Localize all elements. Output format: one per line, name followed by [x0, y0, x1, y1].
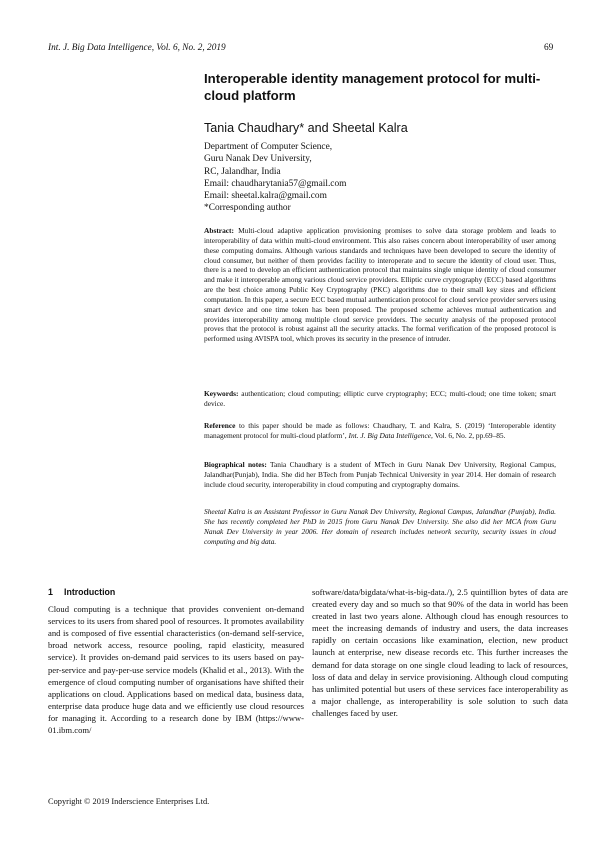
section-number: 1 [48, 587, 53, 597]
reference-volume: Vol. 6, No. 2, pp.69–85. [434, 430, 506, 440]
email-line: Email: sheetal.kalra@gmail.com [204, 191, 327, 202]
page-number: 69 [544, 43, 554, 53]
article-authors: Tania Chaudhary* and Sheetal Kalra [204, 121, 408, 135]
abstract-text: Multi-cloud adaptive application provisioning promises to solve data storage problem and leads to interoperability of data within multi-cloud environment. This also raises concern about interoperability of user among these computing domains. Although various standards and techniques have been developed to secure the identity of cloud consumer, but neither of them provides facility to interoperate and to secure the identity of cloud user. Thus, there is a need to develop an efficient authentication protocol that maintains single unique identity of cloud consumer and make it interoperable among various cloud service providers. Elliptic curve cryptography (ECC) based algorithms are the best choice among Public Key Cryptography (PKC) algorithms due to their small key sizes and efficient computation. In this paper, a secure ECC based mutual authentication protocol for cloud service provider servers using smart device and one time token has been proposed. The proposed scheme achieves mutual authentication and provides interoperability among multiple cloud service providers. The security analysis of the proposed protocol proves that the protocol is robust against all the security attacks. The formal verification of the proposed protocol is performed using AVISPA tool, which proves its security in the presence of intruder. [204, 226, 556, 344]
keywords-label: Keywords: [204, 389, 239, 398]
keywords [204, 389, 556, 409]
abstract [204, 226, 556, 344]
affiliation-line: Department of Computer Science, [204, 142, 333, 152]
affiliation-line: RC, Jalandhar, India [204, 166, 281, 177]
bio-label: Biographical notes: [204, 460, 267, 469]
abstract-label: Abstract: [204, 226, 234, 235]
reference-journal: Int. J. Big Data Intelligence, [348, 430, 433, 440]
bio-text-author2: Sheetal Kalra is an Assistant Professor in Guru Nanak Dev University, Regional Campus, Jalandhar (Punjab), India. She has recently completed her PhD in 2015 from Guru Nanak Dev University. She also did her MCA from Guru Nanak Dev University in year 2006. Her domain of research includes network security, security issues in cloud computing and big data. [204, 507, 556, 546]
email-line: Email: chaudharytania57@gmail.com [204, 178, 347, 189]
running-head: Int. J. Big Data Intelligence, Vol. 6, No. 2, 2019 [48, 43, 226, 53]
reference-text: to this paper should be made as follows: Chaudhary, T. and Kalra, S. (2019) ‘Interoperable identity management protocol for multi-cloud platform’, [204, 421, 556, 440]
corresponding-author-note: *Corresponding author [204, 203, 291, 214]
intro-left-column [48, 586, 304, 736]
keywords-text: authentication; cloud computing; elliptic curve cryptography; ECC; multi-cloud; one time token; smart device. [204, 389, 556, 408]
citation-reference [204, 421, 556, 441]
intro-right-column: software/data/bigdata/what-is-big-data./), 2.5 quintillion bytes of data are created every day and so much so that 90% of the data in world has been created in last two years alone. Although cloud has enough resources to meet the increasing demands of industry and users, the data increases rapidly on certain occasions like examination, election, new product launch at enterprise, new disease records etc. This further increases the demand for data storage on one single cloud leading to lack of resources, loss of data and delay in service provisioning. Although cloud computing has unlimited potential but users of these services face interoperability as a major challenge, as interoperability is sole solution to such data challenges faced by user. [312, 587, 568, 718]
bio-text-author1: Tania Chaudhary is a student of MTech in Guru Nanak Dev University, Regional Campus, Jalandhar(Punjab), India. She did her BTech from Punjab Technical University in year 2014. Her domain of research include cloud security, interoperability in cloud computing and cryptography domains. [204, 460, 556, 489]
copyright-notice: Copyright © 2019 Inderscience Enterprises Ltd. [48, 797, 210, 806]
section-title: Introduction [64, 587, 116, 597]
intro-paragraph: Cloud computing is a technique that provides convenient on-demand services to its users from shared pool of resources. It promotes availability and is composed of five essential characteristics (on-demand self-service, broad network access, resource pooling, rapid elasticity, measured service). It provides on-demand paid services to its users based on pay-per-service and pay-per-use service models (Khalid et al., 2013). With the emergence of cloud computing number of organisations have shifted their applications on cloud. Applications based on medical data, business data, enterprise data produce huge data and we efficiently use cloud resources for managing it. According to a research done by IBM (https://www-01.ibm.com/ [48, 604, 304, 736]
reference-label: Reference [204, 421, 236, 430]
affiliation-line: Guru Nanak Dev University, [204, 154, 312, 165]
article-title: Interoperable identity management protocol for multi-cloud platform [204, 71, 541, 103]
section-heading [48, 586, 304, 598]
biographical-notes [204, 460, 556, 490]
author-affiliation [204, 141, 346, 215]
